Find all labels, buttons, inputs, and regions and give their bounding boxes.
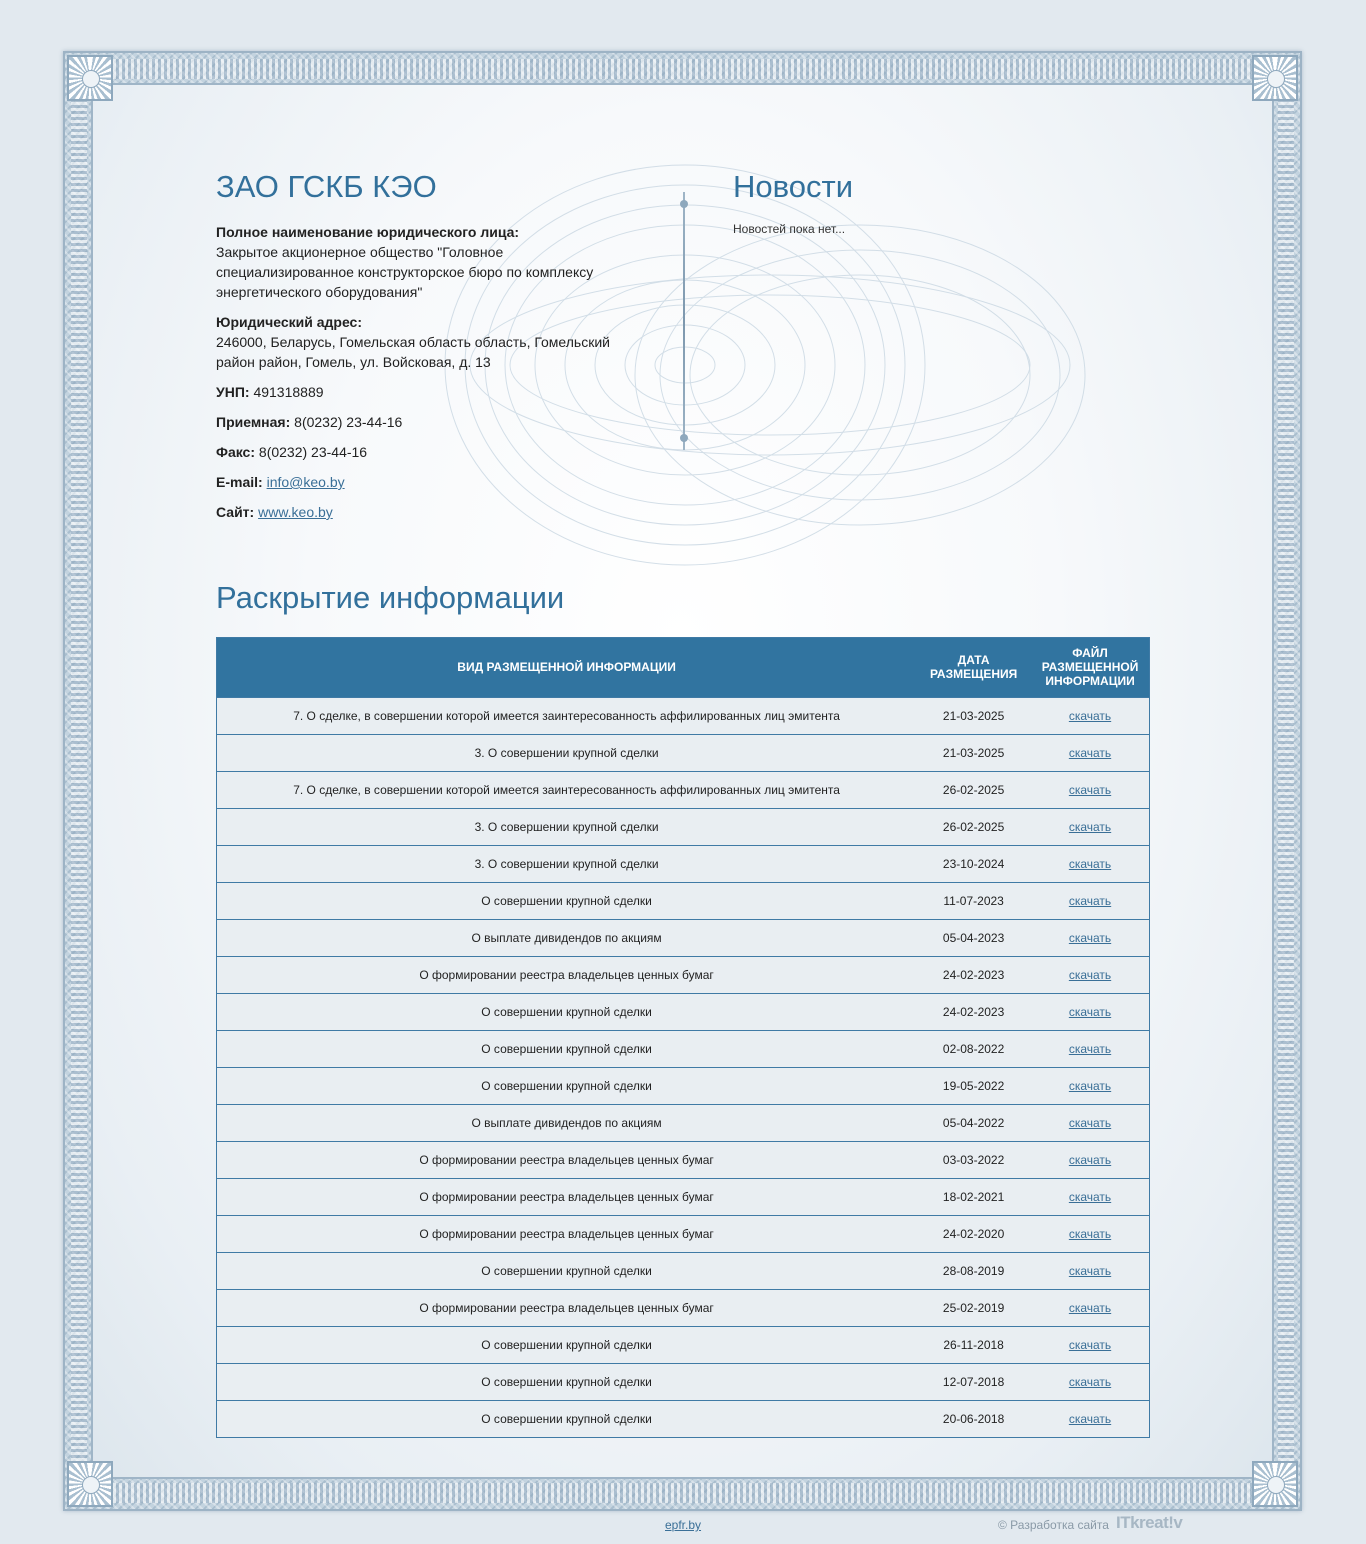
news-empty-text: Новостей пока нет... bbox=[733, 222, 846, 236]
row-file-cell bbox=[1031, 1141, 1149, 1178]
row-date-cell: 26-11-2018 bbox=[916, 1326, 1031, 1363]
row-type-cell: О совершении крупной сделки bbox=[217, 1252, 916, 1289]
disclosure-title: Раскрытие информации bbox=[216, 580, 565, 615]
news-section bbox=[733, 168, 1133, 236]
row-type-cell: О формировании реестра владельцев ценных бумаг bbox=[217, 1289, 916, 1326]
row-date-cell: 02-08-2022 bbox=[916, 1030, 1031, 1067]
table-row bbox=[217, 956, 1149, 993]
column-divider bbox=[683, 192, 685, 450]
unp-block bbox=[216, 382, 626, 402]
download-link[interactable]: скачать bbox=[1068, 1004, 1112, 1019]
row-type-cell: О формировании реестра владельцев ценных бумаг bbox=[217, 956, 916, 993]
row-type-cell: О совершении крупной сделки bbox=[217, 1326, 916, 1363]
row-file-cell bbox=[1031, 1252, 1149, 1289]
developer-logo[interactable]: ITkreat!v bbox=[1116, 1513, 1183, 1532]
reception-label: Приемная: bbox=[216, 414, 291, 430]
site-block bbox=[216, 502, 626, 522]
table-row bbox=[217, 1363, 1149, 1400]
table-row bbox=[217, 734, 1149, 771]
download-link[interactable]: скачать bbox=[1068, 1078, 1112, 1093]
row-type-cell: 7. О сделке, в совершении которой имеется заинтересованность аффилированных лиц эмитента bbox=[217, 697, 916, 734]
full-name-label: Полное наименование юридического лица: bbox=[216, 224, 520, 240]
fax-block bbox=[216, 442, 626, 462]
row-date-cell: 03-03-2022 bbox=[916, 1141, 1031, 1178]
disclosure-table bbox=[216, 637, 1150, 1438]
download-link[interactable]: скачать bbox=[1068, 708, 1112, 723]
reception-value: 8(0232) 23-44-16 bbox=[294, 414, 403, 430]
download-link[interactable]: скачать bbox=[1068, 1226, 1112, 1241]
row-file-cell bbox=[1031, 1104, 1149, 1141]
download-link[interactable]: скачать bbox=[1068, 745, 1112, 760]
row-date-cell: 20-06-2018 bbox=[916, 1400, 1031, 1437]
row-type-cell: О совершении крупной сделки bbox=[217, 1067, 916, 1104]
email-link[interactable]: info@keo.by bbox=[266, 474, 345, 490]
row-date-cell: 05-04-2022 bbox=[916, 1104, 1031, 1141]
site-link[interactable]: www.keo.by bbox=[258, 504, 333, 520]
row-file-cell bbox=[1031, 1400, 1149, 1437]
header-date: ДАТА РАЗМЕЩЕНИЯ bbox=[929, 653, 1018, 682]
row-type-cell: О формировании реестра владельцев ценных бумаг bbox=[217, 1215, 916, 1252]
row-type-cell: О совершении крупной сделки bbox=[217, 882, 916, 919]
row-date-cell: 11-07-2023 bbox=[916, 882, 1031, 919]
email-label: E-mail: bbox=[216, 474, 263, 490]
table-row bbox=[217, 882, 1149, 919]
download-link[interactable]: скачать bbox=[1068, 856, 1112, 871]
row-date-cell: 24-02-2020 bbox=[916, 1215, 1031, 1252]
row-type-cell: О совершении крупной сделки bbox=[217, 993, 916, 1030]
table-row bbox=[217, 808, 1149, 845]
frame-band-bottom bbox=[113, 1483, 1252, 1503]
fax-value: 8(0232) 23-44-16 bbox=[258, 444, 368, 460]
download-link[interactable]: скачать bbox=[1068, 1115, 1112, 1130]
download-link[interactable]: скачать bbox=[1068, 967, 1112, 982]
email-block bbox=[216, 472, 626, 492]
row-file-cell bbox=[1031, 1363, 1149, 1400]
reception-block bbox=[216, 412, 626, 432]
row-date-cell: 21-03-2025 bbox=[916, 697, 1031, 734]
row-date-cell: 26-02-2025 bbox=[916, 771, 1031, 808]
row-file-cell bbox=[1031, 845, 1149, 882]
row-file-cell bbox=[1031, 1067, 1149, 1104]
download-link[interactable]: скачать bbox=[1068, 782, 1112, 797]
site-label: Сайт: bbox=[216, 504, 255, 520]
frame-band-top bbox=[113, 59, 1252, 79]
table-row bbox=[217, 1178, 1149, 1215]
address-label: Юридический адрес: bbox=[216, 314, 362, 330]
row-file-cell bbox=[1031, 1289, 1149, 1326]
company-info bbox=[216, 168, 626, 532]
table-row bbox=[217, 1215, 1149, 1252]
row-type-cell: О формировании реестра владельцев ценных бумаг bbox=[217, 1178, 916, 1215]
row-date-cell: 05-04-2023 bbox=[916, 919, 1031, 956]
download-link[interactable]: скачать bbox=[1068, 819, 1112, 834]
row-date-cell: 25-02-2019 bbox=[916, 1289, 1031, 1326]
row-file-cell bbox=[1031, 882, 1149, 919]
row-type-cell: О совершении крупной сделки bbox=[217, 1030, 916, 1067]
table-row bbox=[217, 1030, 1149, 1067]
header-type: ВИД РАЗМЕЩЕННОЙ ИНФОРМАЦИИ bbox=[457, 660, 676, 675]
header-file: ФАЙЛ РАЗМЕЩЕННОЙ ИНФОРМАЦИИ bbox=[1041, 646, 1139, 689]
download-link[interactable]: скачать bbox=[1068, 1152, 1112, 1167]
download-link[interactable]: скачать bbox=[1068, 1374, 1112, 1389]
row-type-cell: О совершении крупной сделки bbox=[217, 1400, 916, 1437]
address-block bbox=[216, 312, 626, 372]
row-date-cell: 19-05-2022 bbox=[916, 1067, 1031, 1104]
footer-dev-text: © Разработка сайта bbox=[998, 1518, 1109, 1532]
row-date-cell: 12-07-2018 bbox=[916, 1363, 1031, 1400]
row-type-cell: О совершении крупной сделки bbox=[217, 1363, 916, 1400]
row-type-cell: 3. О совершении крупной сделки bbox=[217, 845, 916, 882]
table-row bbox=[217, 1400, 1149, 1437]
download-link[interactable]: скачать bbox=[1068, 1337, 1112, 1352]
row-type-cell: О формировании реестра владельцев ценных бумаг bbox=[217, 1141, 916, 1178]
frame-band-left bbox=[71, 101, 87, 1461]
download-link[interactable]: скачать bbox=[1068, 1411, 1112, 1426]
table-row bbox=[217, 697, 1149, 734]
table-row bbox=[217, 1326, 1149, 1363]
table-row bbox=[217, 1104, 1149, 1141]
corner-rosette-icon bbox=[67, 55, 113, 101]
news-title: Новости bbox=[733, 169, 854, 204]
row-file-cell bbox=[1031, 993, 1149, 1030]
corner-rosette-icon bbox=[1252, 1461, 1298, 1507]
table-row bbox=[217, 1141, 1149, 1178]
row-file-cell bbox=[1031, 734, 1149, 771]
row-file-cell bbox=[1031, 1030, 1149, 1067]
row-type-cell: 3. О совершении крупной сделки bbox=[217, 734, 916, 771]
table-row bbox=[217, 1252, 1149, 1289]
corner-rosette-icon bbox=[67, 1461, 113, 1507]
row-file-cell bbox=[1031, 771, 1149, 808]
frame-band-right bbox=[1278, 101, 1294, 1461]
row-date-cell: 18-02-2021 bbox=[916, 1178, 1031, 1215]
download-link[interactable]: скачать bbox=[1068, 1300, 1112, 1315]
download-link[interactable]: скачать bbox=[1068, 930, 1112, 945]
row-date-cell: 28-08-2019 bbox=[916, 1252, 1031, 1289]
fax-label: Факс: bbox=[216, 444, 256, 460]
row-date-cell: 26-02-2025 bbox=[916, 808, 1031, 845]
row-type-cell: 3. О совершении крупной сделки bbox=[217, 808, 916, 845]
unp-label: УНП: bbox=[216, 384, 250, 400]
table-row bbox=[217, 993, 1149, 1030]
row-date-cell: 24-02-2023 bbox=[916, 993, 1031, 1030]
row-file-cell bbox=[1031, 956, 1149, 993]
row-date-cell: 21-03-2025 bbox=[916, 734, 1031, 771]
row-type-cell: О выплате дивидендов по акциям bbox=[217, 919, 916, 956]
row-file-cell bbox=[1031, 1215, 1149, 1252]
download-link[interactable]: скачать bbox=[1068, 1263, 1112, 1278]
row-file-cell bbox=[1031, 1326, 1149, 1363]
download-link[interactable]: скачать bbox=[1068, 1189, 1112, 1204]
table-header-row bbox=[217, 638, 1149, 697]
download-link[interactable]: скачать bbox=[1068, 893, 1112, 908]
row-file-cell bbox=[1031, 808, 1149, 845]
unp-value: 491318889 bbox=[253, 384, 324, 400]
row-date-cell: 23-10-2024 bbox=[916, 845, 1031, 882]
row-date-cell: 24-02-2023 bbox=[916, 956, 1031, 993]
row-file-cell bbox=[1031, 1178, 1149, 1215]
table-row bbox=[217, 1289, 1149, 1326]
full-name-block bbox=[216, 222, 626, 302]
full-name-value: Закрытое акционерное общество "Головное специализированное конструкторское бюро по комплексу энергетического оборудования" bbox=[216, 244, 594, 300]
table-row bbox=[217, 771, 1149, 808]
row-file-cell bbox=[1031, 919, 1149, 956]
row-file-cell bbox=[1031, 697, 1149, 734]
footer-epfr-link[interactable]: epfr.by bbox=[665, 1518, 702, 1532]
table-row bbox=[217, 845, 1149, 882]
table-row bbox=[217, 919, 1149, 956]
download-link[interactable]: скачать bbox=[1068, 1041, 1112, 1056]
table-row bbox=[217, 1067, 1149, 1104]
company-name: ЗАО ГСКБ КЭО bbox=[216, 169, 437, 204]
address-value: 246000, Беларусь, Гомельская область область, Гомельский район район, Гомель, ул. Войсковая, д. 13 bbox=[216, 334, 610, 370]
row-type-cell: О выплате дивидендов по акциям bbox=[217, 1104, 916, 1141]
corner-rosette-icon bbox=[1252, 55, 1298, 101]
row-type-cell: 7. О сделке, в совершении которой имеется заинтересованность аффилированных лиц эмитента bbox=[217, 771, 916, 808]
